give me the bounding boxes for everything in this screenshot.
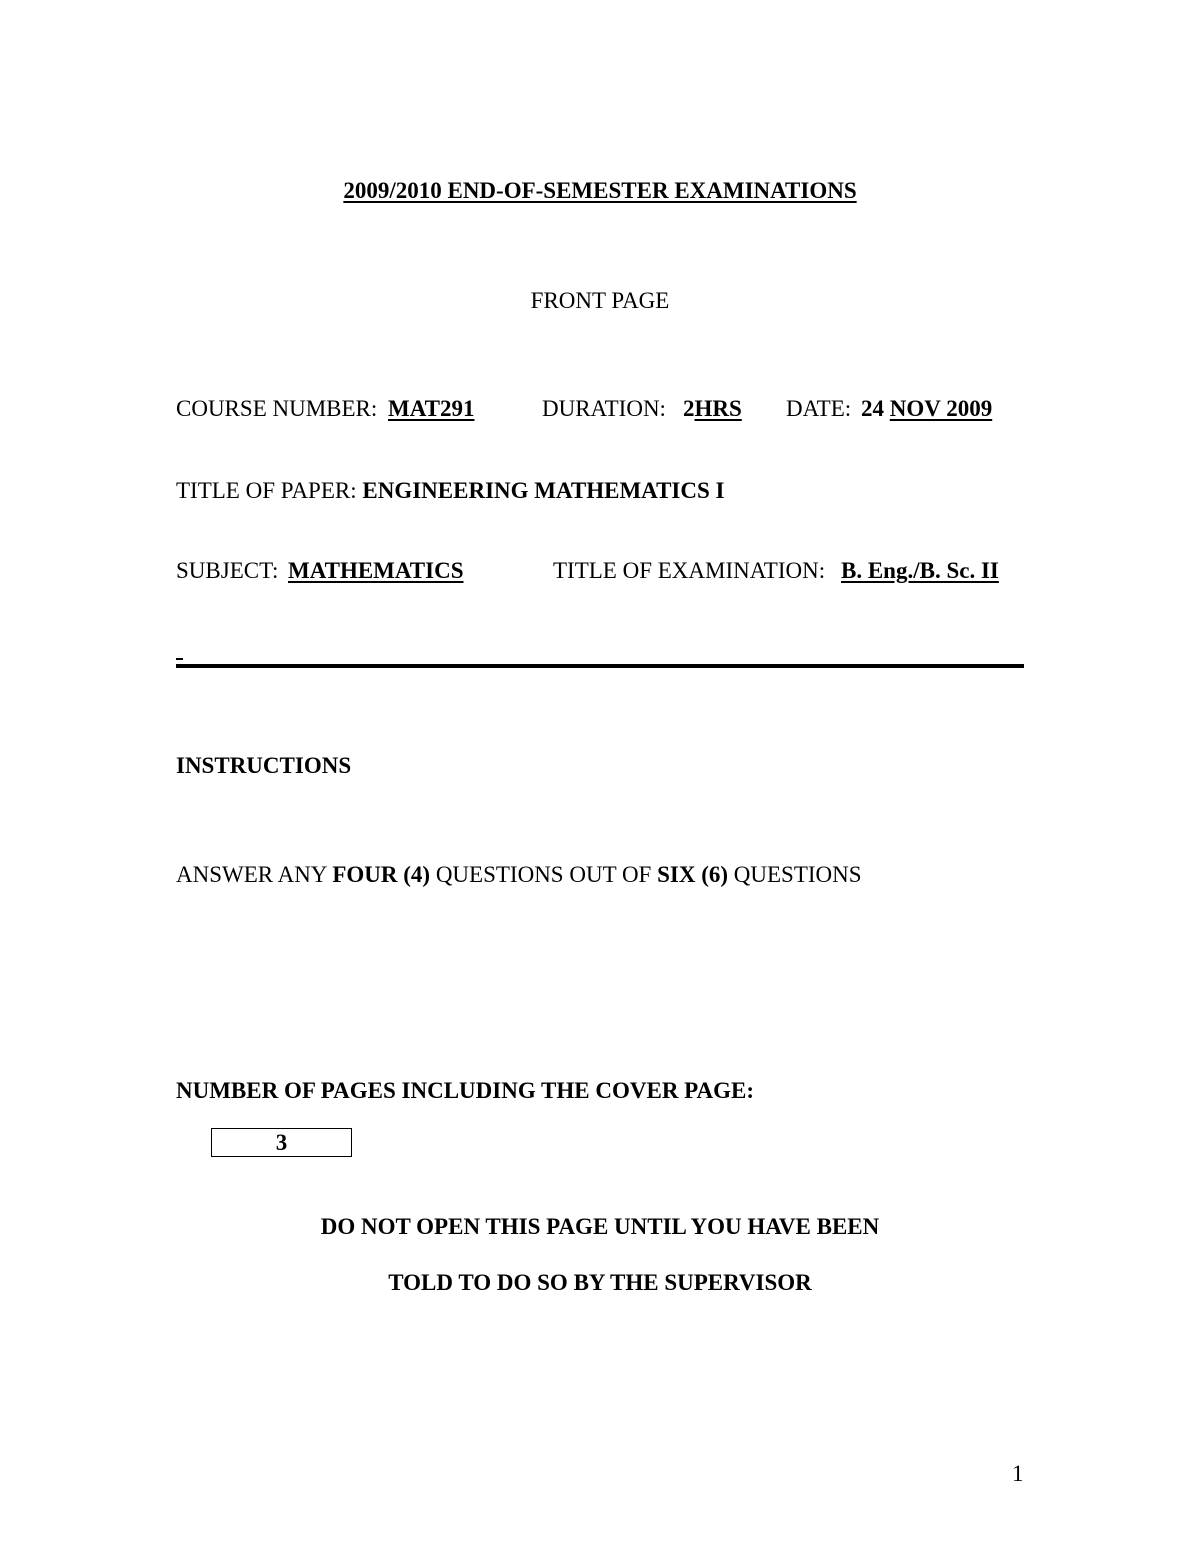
course-number-value: MAT291	[388, 396, 475, 421]
duration-unit: HRS	[694, 396, 742, 421]
exam-title: 2009/2010 END-OF-SEMESTER EXAMINATIONS	[343, 178, 857, 203]
exam-title-value: B. Eng./B. Sc. II	[841, 558, 999, 583]
subject-label: SUBJECT:	[176, 558, 279, 583]
exam-title-label: TITLE OF EXAMINATION:	[553, 558, 826, 583]
pages-label: NUMBER OF PAGES INCLUDING THE COVER PAGE:	[176, 1078, 755, 1103]
course-number-label: COURSE NUMBER:	[176, 396, 378, 421]
paper-title-label: TITLE OF PAPER:	[176, 478, 357, 503]
date-day: 24	[861, 396, 884, 421]
date-label: DATE:	[786, 396, 852, 421]
answer-suffix: QUESTIONS	[733, 862, 862, 887]
duration-label: DURATION:	[542, 396, 666, 421]
duration-number: 2	[683, 396, 695, 421]
subject-value: MATHEMATICS	[288, 558, 464, 583]
answer-count: FOUR (4)	[332, 862, 431, 887]
answer-total: SIX (6)	[657, 862, 729, 887]
answer-prefix: ANSWER ANY	[176, 862, 327, 887]
page-number: 1	[1012, 1461, 1024, 1486]
paper-title-value: ENGINEERING MATHEMATICS I	[362, 478, 725, 503]
date-month-year: NOV 2009	[889, 396, 993, 421]
instructions-heading: INSTRUCTIONS	[176, 753, 352, 778]
date-value	[861, 397, 992, 420]
separator-dash	[176, 658, 183, 660]
duration-value	[683, 397, 742, 420]
answer-middle: QUESTIONS OUT OF	[435, 862, 652, 887]
front-page-heading: FRONT PAGE	[530, 288, 670, 313]
answer-instruction	[176, 863, 862, 886]
separator-rule	[176, 664, 1024, 668]
warning-line-1: DO NOT OPEN THIS PAGE UNTIL YOU HAVE BEEN	[320, 1214, 880, 1239]
warning-line-2: TOLD TO DO SO BY THE SUPERVISOR	[388, 1270, 812, 1295]
pages-count-box: 3	[211, 1128, 352, 1157]
paper-title-row	[176, 479, 724, 502]
